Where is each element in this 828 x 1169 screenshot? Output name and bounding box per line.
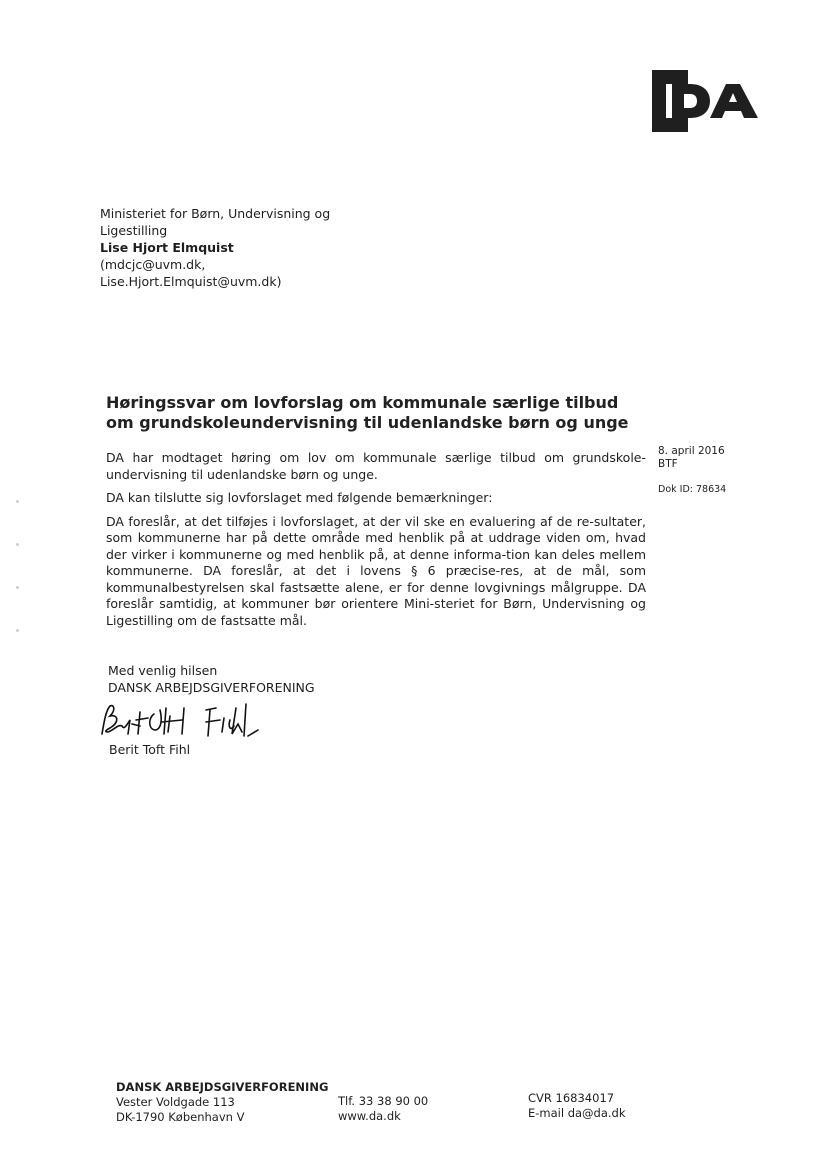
- recipient-email-1: (mdcjc@uvm.dk,: [100, 257, 206, 272]
- body-paragraph-2: DA kan tilslutte sig lovforslaget med følgende bemærkninger:: [106, 490, 493, 505]
- letter-meta: [658, 445, 726, 496]
- closing-block: [108, 662, 315, 696]
- handwritten-signature: [96, 696, 276, 744]
- recipient-name: Lise Hjort Elmquist: [100, 240, 234, 255]
- document-id: Dok ID: 78634: [658, 484, 727, 495]
- footer-org: DANSK ARBEJDSGIVERFORENING: [116, 1080, 329, 1094]
- footer-street: Vester Voldgade 113: [116, 1095, 235, 1109]
- footer-email: E-mail da@da.dk: [528, 1106, 626, 1120]
- closing-greeting: Med venlig hilsen: [108, 663, 218, 678]
- body-paragraph-3: DA foreslår, at det tilføjes i lovforslaget, at der vil ske en evaluering af de re-sultater, som kommunerne har på dette område med henblik på at uddrage viden om, hvad der virker i kommunerne og med henblik på, at denne informa-tion kan deles mellem kommunerne. DA foreslår, at det i lovens § 6 præcise-res, at de mål, som kommunalbestyrelsen skal fastsætte alene, er for denne lovgivnings målgruppe. DA foreslår samtidig, at kommuner bør orientere Mini-steriet for Børn, Undervisning og Ligestilling om de fastsatte mål.: [106, 513, 646, 628]
- recipient-ministry-line1: Ministeriet for Børn, Undervisning og: [100, 206, 331, 221]
- footer-city: DK-1790 København V: [116, 1110, 245, 1124]
- letter-initials: BTF: [658, 458, 678, 470]
- subject-line-2: om grundskoleundervisning til udenlandske børn og unge: [106, 413, 629, 432]
- body-paragraph-1: DA har modtaget høring om lov om kommunale særlige tilbud om grundskole-undervisning til udenlandske børn og unge.: [106, 450, 646, 482]
- footer-address: [116, 1080, 328, 1125]
- signer-name: Berit Toft Fihl: [109, 742, 191, 757]
- letter-date: 8. april 2016: [658, 445, 725, 457]
- recipient-email-2: Lise.Hjort.Elmquist@uvm.dk): [100, 274, 282, 289]
- footer-phone: Tlf. 33 38 90 00: [338, 1094, 429, 1108]
- footer-contact: [338, 1094, 428, 1124]
- subject-heading: [106, 393, 666, 433]
- recipient-ministry-line2: Ligestilling: [100, 223, 168, 238]
- da-logo: [650, 70, 762, 132]
- footer-registration: [528, 1091, 626, 1121]
- recipient-block: [100, 205, 330, 290]
- letter-body: [106, 450, 646, 636]
- closing-org: DANSK ARBEJDSGIVERFORENING: [108, 680, 315, 695]
- footer-cvr: CVR 16834017: [528, 1091, 615, 1105]
- scan-margin-marks: [16, 500, 19, 672]
- subject-line-1: Høringssvar om lovforslag om kommunale særlige tilbud: [106, 393, 619, 412]
- footer-web: www.da.dk: [338, 1109, 401, 1123]
